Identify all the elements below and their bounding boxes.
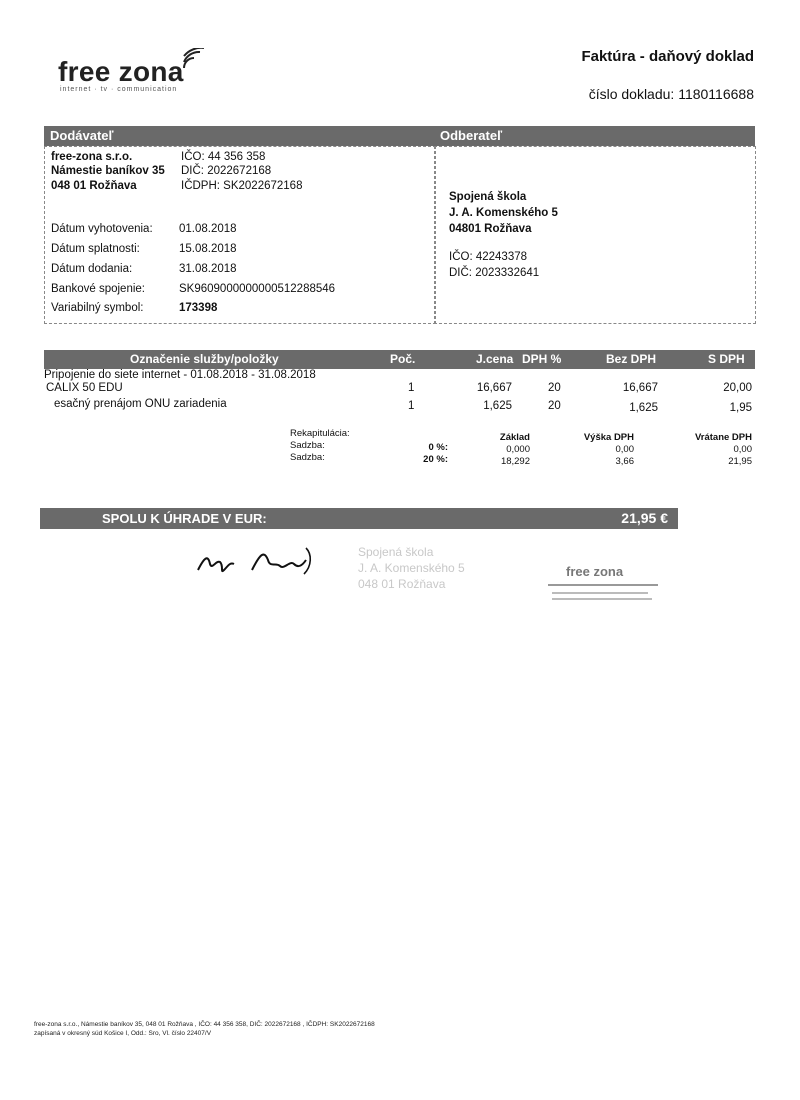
recap-section xyxy=(290,428,755,472)
recap-total: 21,95 xyxy=(728,456,752,467)
date-label-due: Dátum splatnosti: xyxy=(51,243,140,255)
col-description: Označenie služby/položky xyxy=(130,352,279,366)
customer-dic: DIČ: 2023332641 xyxy=(449,267,540,279)
recap-col-base: Základ xyxy=(499,432,530,443)
supplier-box xyxy=(44,146,436,324)
item-with-vat: 20,00 xyxy=(723,382,752,394)
stamp-line: J. A. Komenského 5 xyxy=(358,561,465,575)
customer-heading: Odberateľ xyxy=(440,128,503,143)
wifi-signal-icon xyxy=(182,48,206,72)
vs-label: Variabilný symbol: xyxy=(51,302,144,314)
items-intro: Pripojenie do siete internet - 01.08.2018 - 31.08.2018 xyxy=(44,369,316,381)
date-value-issue: 01.08.2018 xyxy=(179,223,237,235)
item-vat-rate: 20 xyxy=(548,400,561,412)
date-value-delivery: 31.08.2018 xyxy=(179,263,237,275)
recap-col-vat: Výška DPH xyxy=(583,432,634,443)
company-stamp xyxy=(548,560,668,610)
school-stamp xyxy=(358,544,465,592)
supplier-name: free-zona s.r.o. xyxy=(51,151,133,163)
total-label: SPOLU K ÚHRADE V EUR: xyxy=(102,511,267,526)
item-with-vat: 1,95 xyxy=(729,402,752,414)
recap-base: 18,292 xyxy=(500,456,530,467)
recap-vat: 3,66 xyxy=(615,456,634,467)
col-without-vat: Bez DPH xyxy=(606,352,657,366)
signature-image xyxy=(190,540,330,582)
col-with-vat: S DPH xyxy=(708,352,745,366)
stamp-divider xyxy=(548,584,658,586)
col-quantity: Poč. xyxy=(390,352,416,366)
date-label-issue: Dátum vyhotovenia: xyxy=(51,223,153,235)
supplier-heading: Dodávateľ xyxy=(50,128,114,143)
recap-rate: 20 %: xyxy=(423,454,448,465)
item-description: esačný prenájom ONU zariadenia xyxy=(54,398,227,410)
recap-base: 0,000 xyxy=(506,444,530,455)
col-unit-price: J.cena xyxy=(476,352,514,366)
customer-city: 04801 Rožňava xyxy=(449,223,532,235)
footer-line: zapísaná v okresný súd Košice I, Odd.: Sro, Vl. číslo 22407/V xyxy=(34,1030,212,1037)
item-description: CALIX 50 EDU xyxy=(46,382,123,394)
bank-value: SK9609000000000512288546 xyxy=(179,283,336,295)
recap-total: 0,00 xyxy=(733,444,752,455)
company-logo: free zona xyxy=(58,56,184,88)
document-number-value: 1180116688 xyxy=(678,86,754,102)
item-without-vat: 16,667 xyxy=(622,382,658,394)
item-quantity: 1 xyxy=(408,382,415,394)
customer-street: J. A. Komenského 5 xyxy=(449,207,558,219)
vs-value: 173398 xyxy=(179,302,218,314)
footer xyxy=(34,1020,375,1038)
date-value-due: 15.08.2018 xyxy=(179,243,237,255)
stamp-logo: free zona xyxy=(566,564,624,579)
item-unit-price: 1,625 xyxy=(483,400,512,412)
supplier-ico: IČO: 44 356 358 xyxy=(181,151,266,163)
items-header-bar xyxy=(44,350,755,369)
document-number xyxy=(589,86,754,102)
date-label-delivery: Dátum dodania: xyxy=(51,263,133,275)
party-header-bar xyxy=(44,126,755,146)
stamp-line: 048 01 Rožňava xyxy=(358,577,446,591)
total-amount: 21,95 € xyxy=(621,510,668,526)
customer-name: Spojená škola xyxy=(449,191,527,203)
item-vat-rate: 20 xyxy=(548,382,561,394)
supplier-city: 048 01 Rožňava xyxy=(51,180,137,192)
supplier-street: Námestie baníkov 35 xyxy=(51,165,165,177)
customer-box xyxy=(434,146,756,324)
recap-title: Rekapitulácia: xyxy=(290,428,350,439)
recap-rate-label: Sadzba: xyxy=(290,452,325,463)
footer-line: free-zona s.r.o., Námestie baníkov 35, 048 01 Rožňava , IČO: 44 356 358, DIČ: 2022672168 , IČDPH: SK2022672168 xyxy=(34,1021,375,1028)
stamp-divider xyxy=(552,598,652,600)
customer-ico: IČO: 42243378 xyxy=(449,251,528,263)
document-number-label: číslo dokladu: xyxy=(588,86,675,102)
item-quantity: 1 xyxy=(408,400,415,412)
stamp-line: Spojená škola xyxy=(358,545,434,559)
table-row xyxy=(44,398,755,414)
recap-rate-label: Sadzba: xyxy=(290,440,325,451)
supplier-icdph: IČDPH: SK2022672168 xyxy=(181,180,303,192)
logo-tagline: internet · tv · communication xyxy=(60,86,178,93)
document-title: Faktúra - daňový doklad xyxy=(581,48,754,65)
recap-col-total: Vrátane DPH xyxy=(694,432,752,443)
recap-vat: 0,00 xyxy=(615,444,634,455)
bank-label: Bankové spojenie: xyxy=(51,283,145,295)
item-without-vat: 1,625 xyxy=(629,402,658,414)
col-vat-rate: DPH % xyxy=(522,352,562,366)
recap-rate: 0 %: xyxy=(428,442,448,453)
supplier-dic: DIČ: 2022672168 xyxy=(181,165,272,177)
table-row xyxy=(44,382,755,398)
total-bar xyxy=(40,508,678,529)
stamp-divider xyxy=(552,592,648,594)
item-unit-price: 16,667 xyxy=(476,382,512,394)
